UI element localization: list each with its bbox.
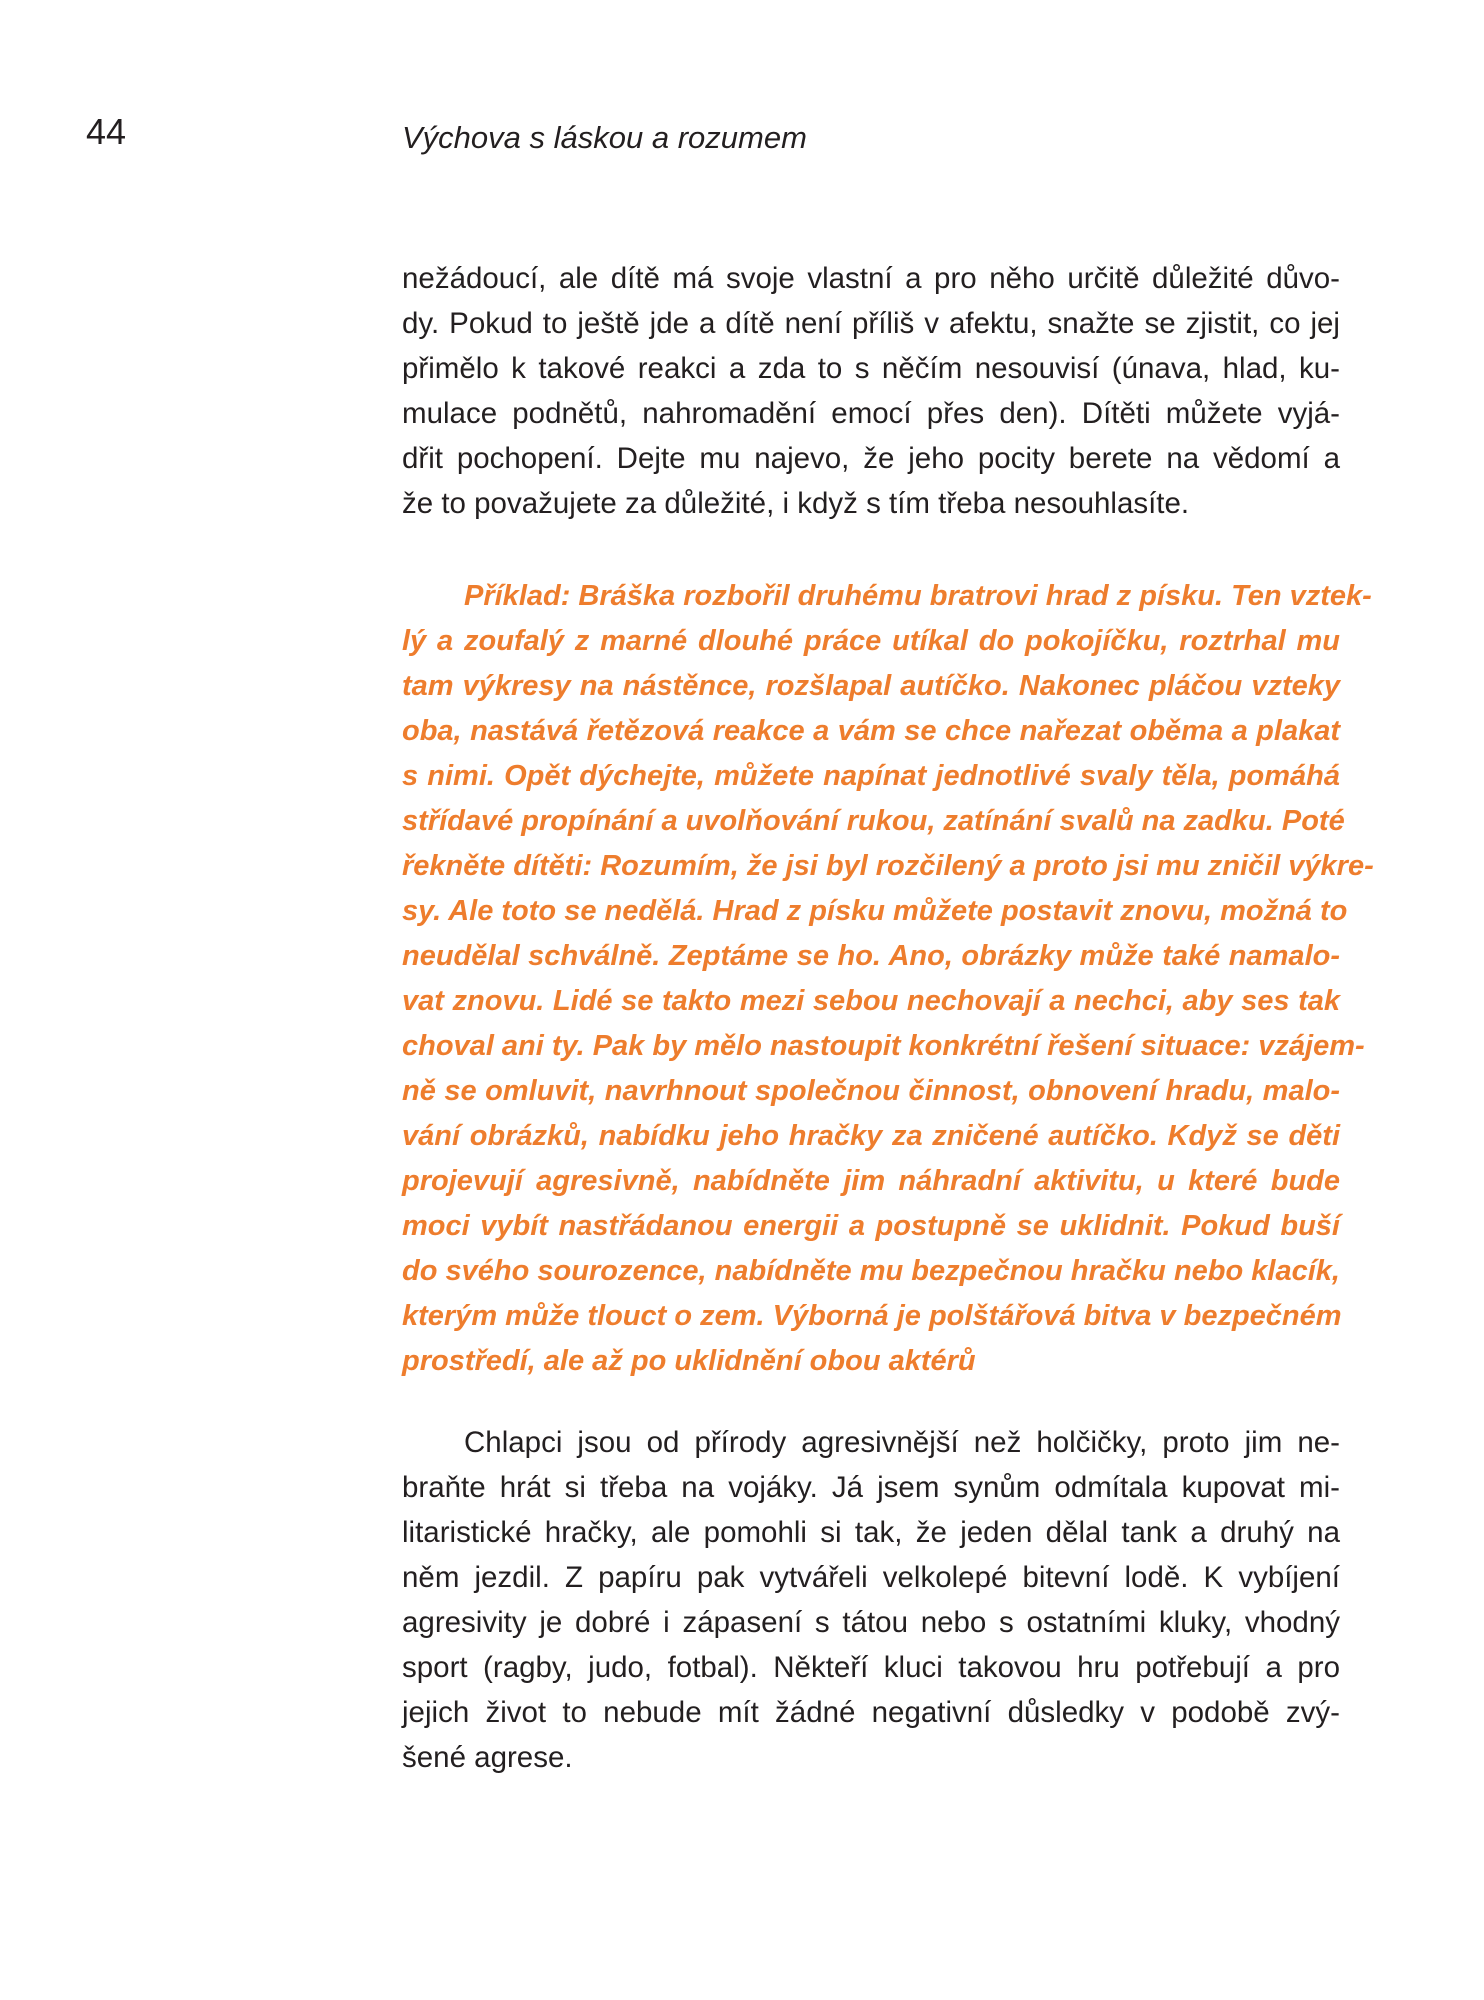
example-line: Příklad: Bráška rozbořil druhému bratrovi hrad z písku. Ten vztek- xyxy=(464,580,1372,612)
text-line: že to považujete za důležité, i když s tím třeba nesouhlasíte. xyxy=(402,487,1190,520)
example-line: vání obrázků, nabídku jeho hračky za zničené autíčko. Když se děti xyxy=(402,1120,1340,1152)
text-line: mulace podnětů, nahromadění emocí přes den). Dítěti můžete vyjá- xyxy=(402,397,1340,430)
text-line: sport (ragby, judo, fotbal). Někteří kluci takovou hru potřebují a pro xyxy=(402,1651,1340,1684)
example-line: s nimi. Opět dýchejte, můžete napínat jednotlivé svaly těla, pomáhá xyxy=(402,760,1340,792)
text-line: něm jezdil. Z papíru pak vytvářeli velkolepé bitevní lodě. K vybíjení xyxy=(402,1561,1340,1594)
example-line: střídavé propínání a uvolňování rukou, zatínání svalů na zadku. Poté xyxy=(402,805,1345,837)
body-paragraph-2 xyxy=(402,1420,1340,1780)
example-line: kterým může tlouct o zem. Výborná je polštářová bitva v bezpečném xyxy=(402,1300,1342,1332)
example-box xyxy=(402,574,1374,1384)
example-line: oba, nastává řetězová reakce a vám se chce nařezat oběma a plakat xyxy=(402,715,1340,747)
text-line: nežádoucí, ale dítě má svoje vlastní a pro něho určitě důležité důvo- xyxy=(402,262,1340,295)
example-line: lý a zoufalý z marné dlouhé práce utíkal do pokojíčku, roztrhal mu xyxy=(402,625,1340,657)
text-line: dřit pochopení. Dejte mu najevo, že jeho pocity berete na vědomí a xyxy=(402,442,1340,475)
text-line: přimělo k takové reakci a zda to s něčím nesouvisí (únava, hlad, ku- xyxy=(402,352,1340,385)
example-line: tam výkresy na nástěnce, rozšlapal autíčko. Nakonec pláčou vzteky xyxy=(402,670,1340,702)
text-line: dy. Pokud to ještě jde a dítě není příliš v afektu, snažte se zjistit, co jej xyxy=(402,307,1340,340)
example-line: choval ani ty. Pak by mělo nastoupit konkrétní řešení situace: vzájem- xyxy=(402,1030,1365,1062)
example-line: moci vybít nastřádanou energii a postupně se uklidnit. Pokud buší xyxy=(402,1210,1340,1242)
page-number: 44 xyxy=(86,111,127,152)
example-line: projevují agresivně, nabídněte jim náhradní aktivitu, u které bude xyxy=(402,1165,1340,1197)
example-line: řekněte dítěti: Rozumím, že jsi byl rozčilený a proto jsi mu zničil výkre- xyxy=(402,850,1374,882)
body-paragraph-1 xyxy=(402,256,1340,526)
text-line: Chlapci jsou od přírody agresivnější než holčičky, proto jim ne- xyxy=(464,1426,1340,1459)
example-line: vat znovu. Lidé se takto mezi sebou nechovají a nechci, aby ses tak xyxy=(402,985,1340,1017)
text-line: jejich život to nebude mít žádné negativní důsledky v podobě zvý- xyxy=(402,1696,1340,1729)
text-line: litaristické hračky, ale pomohli si tak, že jeden dělal tank a druhý na xyxy=(402,1516,1340,1549)
text-line: braňte hrát si třeba na vojáky. Já jsem synům odmítala kupovat mi- xyxy=(402,1471,1340,1504)
example-line: ně se omluvit, navrhnout společnou činnost, obnovení hradu, malo- xyxy=(402,1075,1340,1107)
example-line: do svého sourozence, nabídněte mu bezpečnou hračku nebo klacík, xyxy=(402,1255,1340,1287)
example-line: sy. Ale toto se nedělá. Hrad z písku můžete postavit znovu, možná to xyxy=(402,895,1348,927)
text-line: šené agrese. xyxy=(402,1741,573,1774)
text-line: agresivity je dobré i zápasení s tátou nebo s ostatními kluky, vhodný xyxy=(402,1606,1340,1639)
example-line: prostředí, ale až po uklidnění obou aktérů xyxy=(402,1345,976,1377)
example-line: neudělal schválně. Zeptáme se ho. Ano, obrázky může také namalo- xyxy=(402,940,1340,972)
running-head-book-title: Výchova s láskou a rozumem xyxy=(402,120,807,155)
